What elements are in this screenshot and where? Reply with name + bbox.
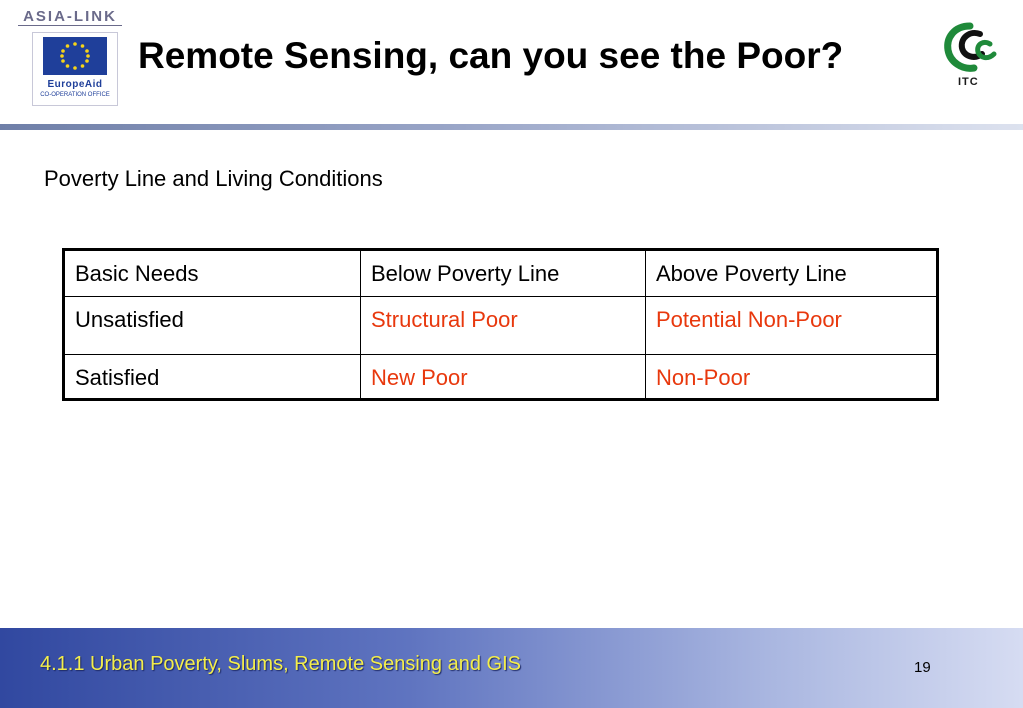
europeaid-badge: [32, 32, 118, 106]
itc-text: ITC: [958, 76, 979, 88]
table-header-cell: Above Poverty Line: [646, 250, 938, 297]
table-cell: Structural Poor: [361, 297, 646, 355]
eu-flag-icon: [43, 37, 107, 75]
table-cell: Unsatisfied: [64, 297, 361, 355]
itc-swirl-icon: [940, 20, 1004, 76]
table-header-row: [64, 250, 938, 297]
slide-subtitle: Poverty Line and Living Conditions: [44, 166, 383, 191]
table-row: [64, 355, 938, 400]
footer-course-title: 4.1.1 Urban Poverty, Slums, Remote Sensing and GIS: [40, 653, 521, 675]
asia-link-underline: [18, 25, 122, 26]
table-row: [64, 297, 938, 355]
asia-link-europeaid-logo: [10, 8, 130, 98]
table-cell: New Poor: [361, 355, 646, 400]
table-cell: Non-Poor: [646, 355, 938, 400]
europeaid-text: EuropeAid: [47, 79, 103, 90]
itc-logo: [940, 20, 1004, 92]
slide-title: Remote Sensing, can you see the Poor?: [138, 35, 844, 76]
cooperation-office-text: CO-OPERATION OFFICE: [40, 92, 110, 98]
table-header-cell: Basic Needs: [64, 250, 361, 297]
table-header-cell: Below Poverty Line: [361, 250, 646, 297]
header-divider: [0, 124, 1023, 130]
page-number: 19: [914, 659, 931, 676]
table-cell: Potential Non-Poor: [646, 297, 938, 355]
asia-link-text: ASIA-LINK: [23, 8, 117, 25]
poverty-table: [62, 248, 939, 401]
table-cell: Satisfied: [64, 355, 361, 400]
